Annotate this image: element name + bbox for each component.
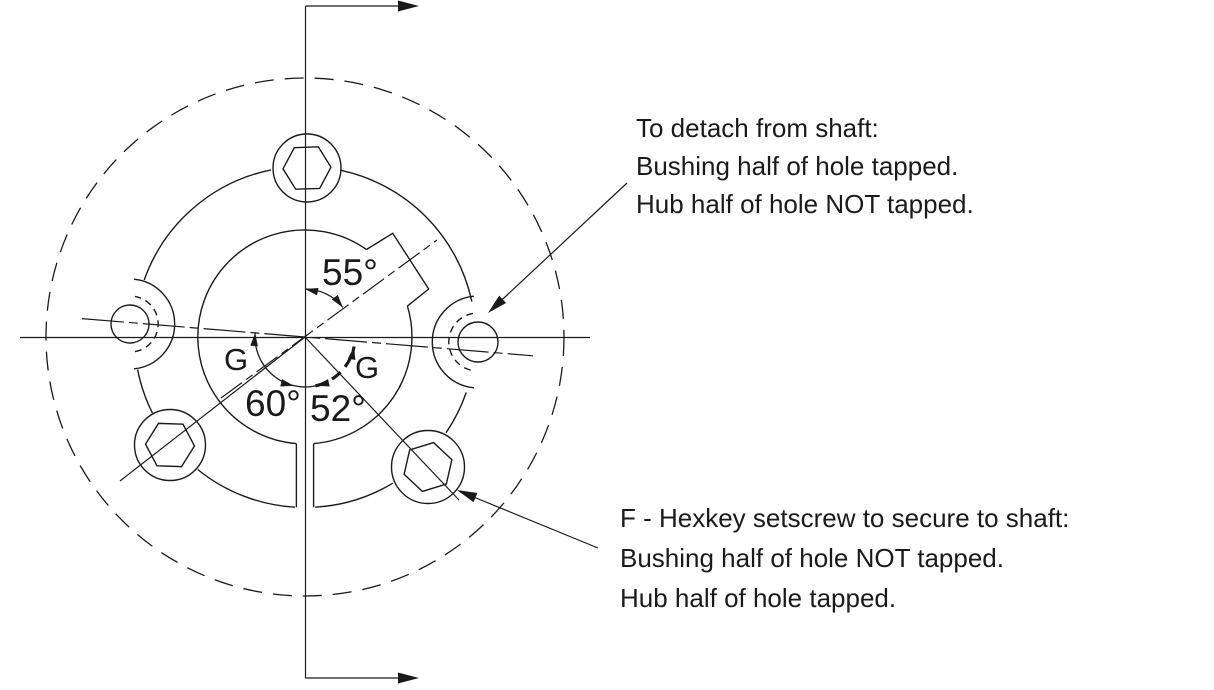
detach-note-line3: Hub half of hole NOT tapped. — [636, 189, 974, 219]
setscrew-note-line3: Hub half of hole tapped. — [620, 583, 897, 613]
hex-setscrew-top — [273, 134, 341, 202]
centerlines — [20, 6, 590, 678]
setscrew-note-line1: F - Hexkey setscrew to secure to shaft: — [620, 503, 1070, 533]
angle-label-52: 52° — [310, 388, 366, 429]
arc-60deg — [255, 333, 315, 387]
detach-note-line1: To detach from shaft: — [636, 113, 879, 143]
detach-hole-right — [432, 296, 498, 388]
detach-note — [636, 113, 974, 219]
hex-setscrew-lower-left — [135, 410, 206, 481]
setscrew-note-line2: Bushing half of hole NOT tapped. — [620, 543, 1004, 573]
leader-setscrew-note — [459, 491, 598, 548]
hex-socket-icon — [146, 423, 195, 466]
g-label-left: G — [224, 342, 249, 377]
arc55-arrow-lower-icon — [332, 295, 346, 310]
arc-52deg-bold-dashed — [315, 347, 354, 386]
arc55-arrow-upper-icon — [304, 285, 318, 295]
setscrew-note — [620, 503, 1069, 613]
g-label-right: G — [355, 350, 380, 385]
axis-arrow-top-icon — [398, 1, 419, 12]
hex-socket-icon — [283, 147, 331, 189]
detach-note-line2: Bushing half of hole tapped. — [636, 151, 959, 181]
axis-arrow-bottom-icon — [398, 673, 419, 684]
leader-lines — [459, 183, 627, 548]
angle-label-55: 55° — [322, 252, 378, 293]
leader-detach-note — [490, 183, 627, 311]
arrowheads — [250, 1, 506, 684]
arc-chain-arrow-1-icon — [250, 333, 259, 347]
angle-label-60: 60° — [245, 383, 301, 424]
